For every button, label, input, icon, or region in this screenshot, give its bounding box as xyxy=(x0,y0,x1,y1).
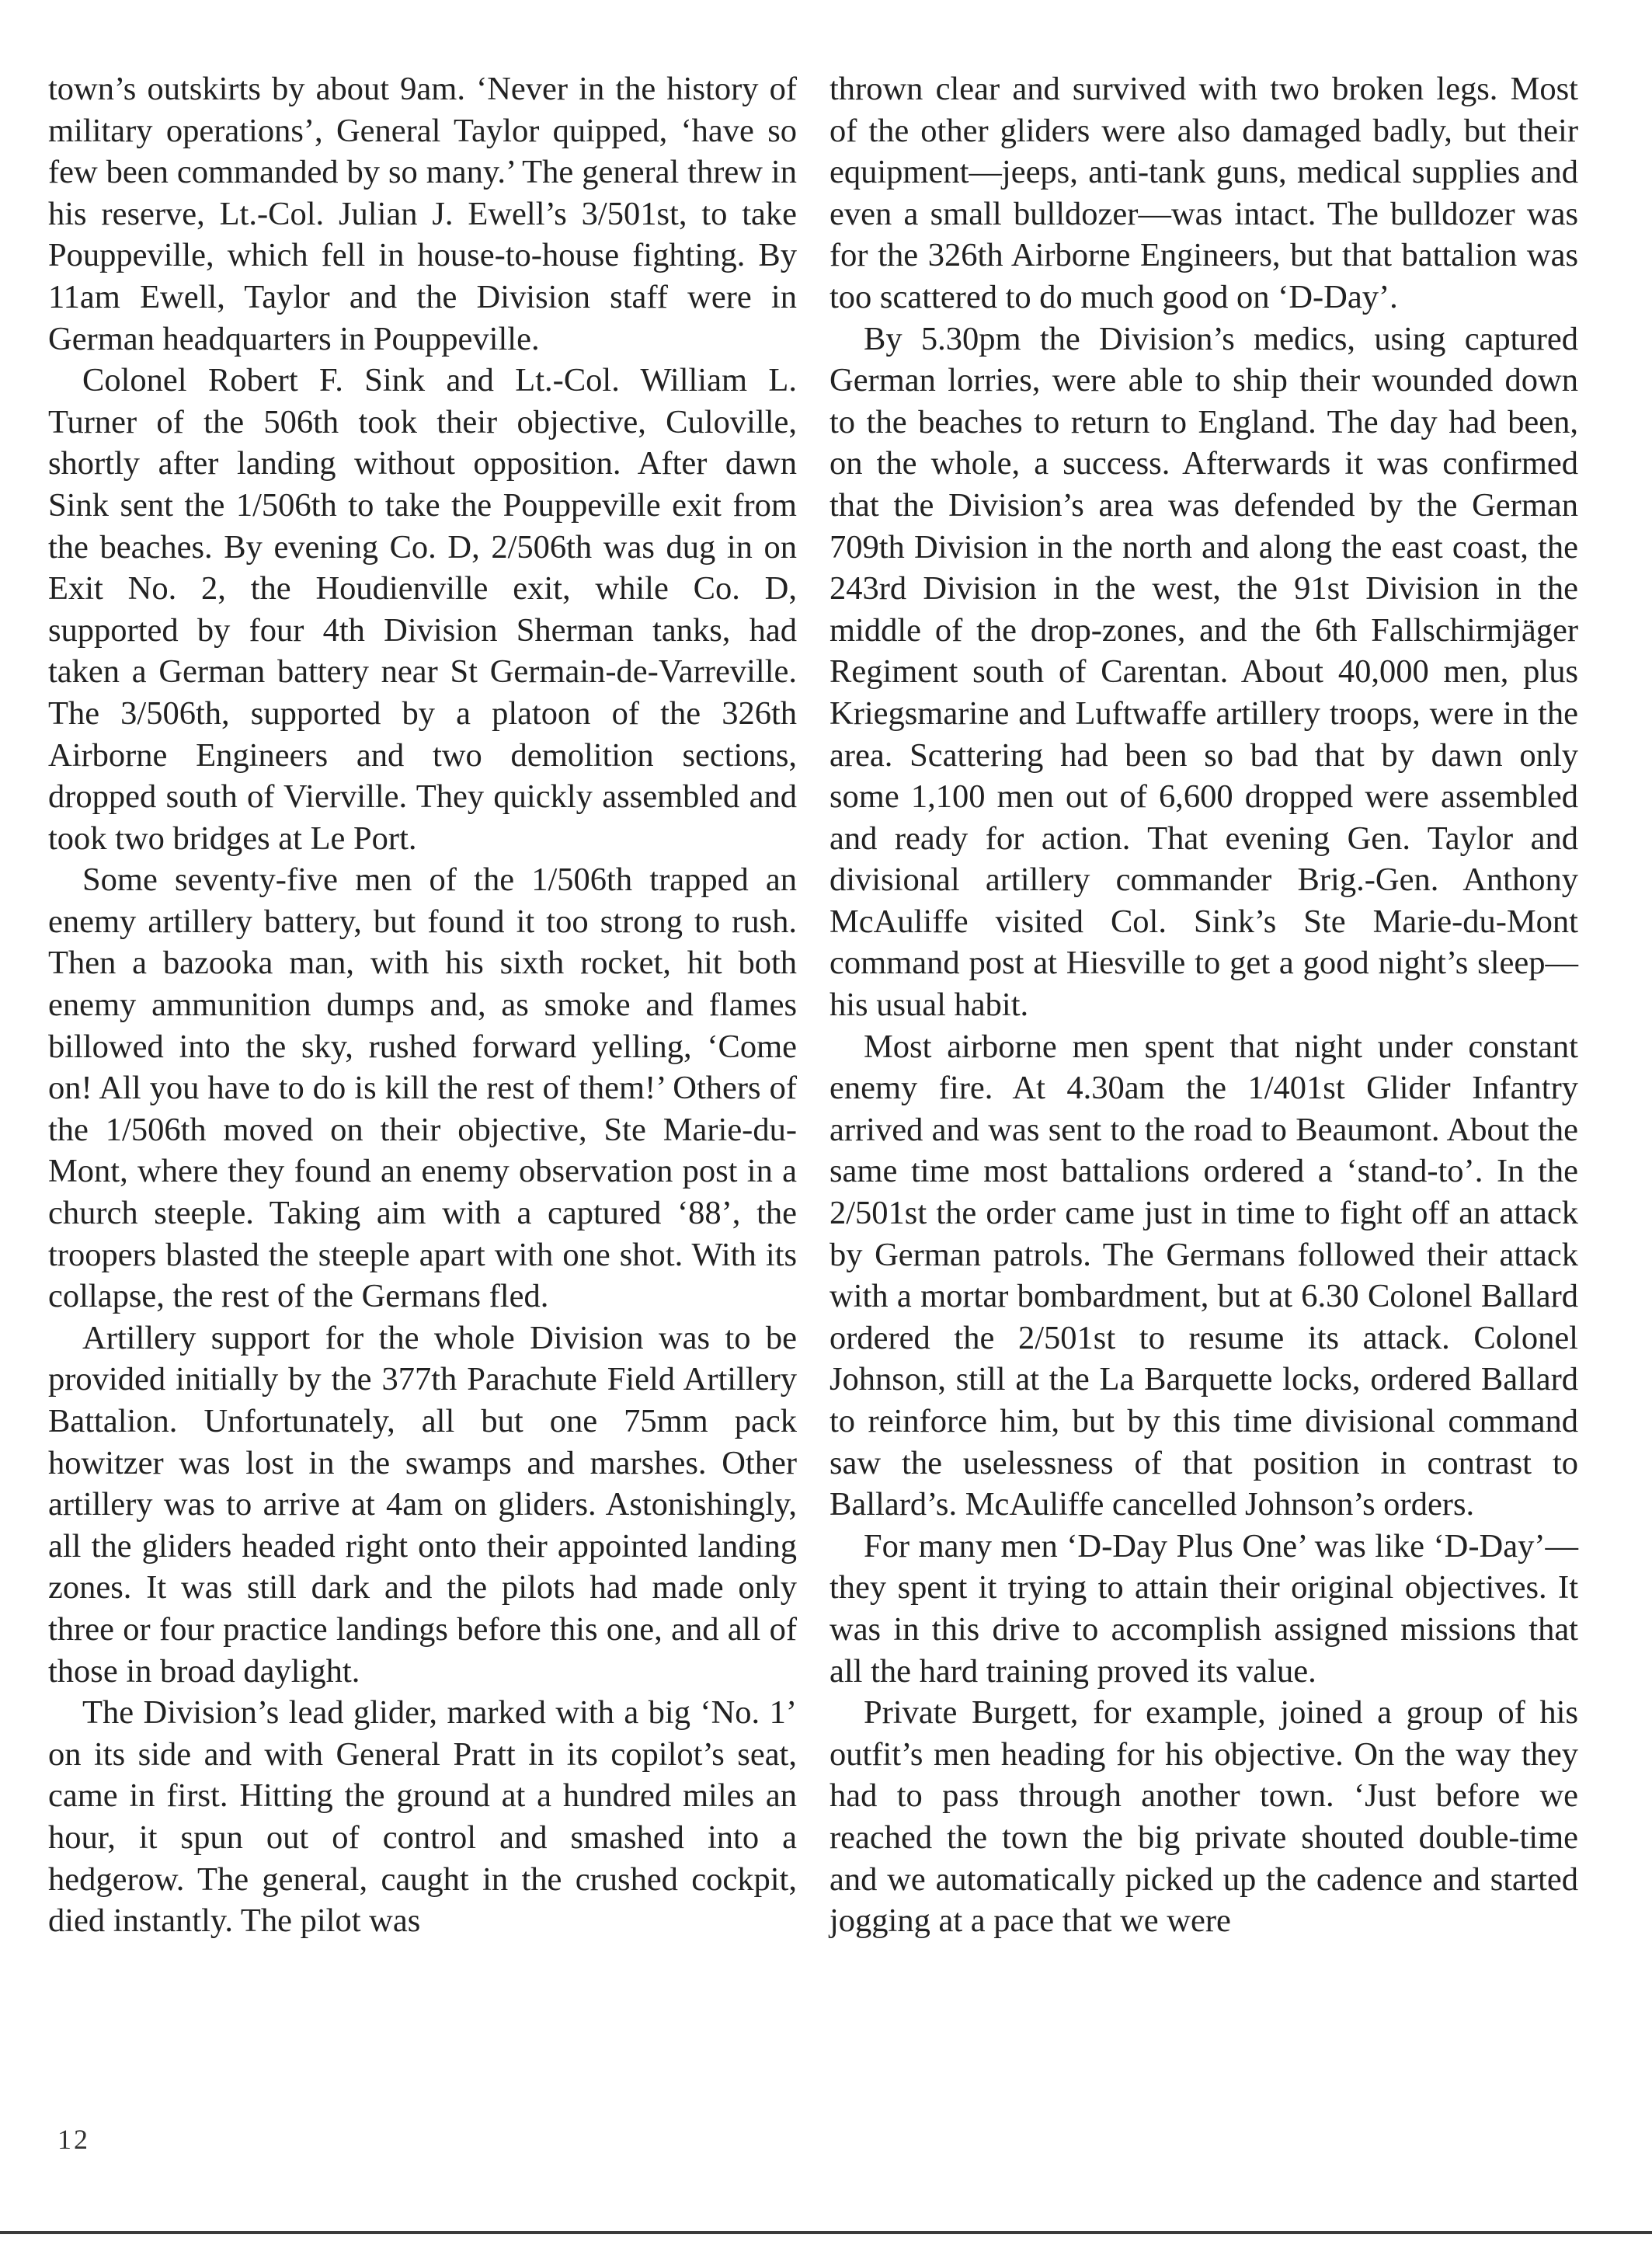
paragraph: The Division’s lead glider, marked with a big ‘No. 1’ on its side and with General Pratt in its copilot’s seat, came in first. Hitting the ground at a hundred miles an hour, it spun out of control and smashed into a hedgerow. The general, caught in the crushed cockpit, died instantly. The pilot was xyxy=(48,1694,797,1940)
page-number: 12 xyxy=(57,2124,90,2155)
paragraph: Private Burgett, for example, joined a group of his outfit’s men heading for his objective. On the way they had to pass through another town. ‘Just before we reached the town the big private shouted double-time and we automatically picked up the cadence and started jogging at a pace that we were xyxy=(829,1694,1578,1940)
paragraph: By 5.30pm the Division’s medics, using captured German lorries, were able to ship their wounded down to the beaches to return to England. The day had been, on the whole, a success. Afterwards it was confirmed that the Division’s area was defended by the German 709th Division in the north and along the east coast, the 243rd Division in the west, the 91st Division in the middle of the drop-zones, and the 6th Fallschirmjäger Regiment south of Carentan. About 40,000 men, plus Kriegsmarine and Luftwaffe artillery troops, were in the area. Scattering had been so bad that by dawn only some 1,100 men out of 6,600 dropped were assembled and ready for action. That evening Gen. Taylor and divisional artillery commander Brig.-Gen. Anthony McAuliffe visited Col. Sink’s Ste Marie-du-Mont command post at Hiesville to get a good night’s sleep—his usual habit. xyxy=(829,320,1578,1024)
bottom-divider xyxy=(0,2231,1652,2234)
paragraph: town’s outskirts by about 9am. ‘Never in the history of military operations’, General Taylor quipped, ‘have so few been commanded by so many.’ The general threw in his reserve, Lt.-Col. Julian J. Ewell’s 3/501st, to take Pouppeville, which fell in house-to-house fighting. By 11am Ewell, Taylor and the Division staff were in German headquarters in Pouppeville. xyxy=(48,71,797,357)
left-text-column xyxy=(48,68,797,1942)
paragraph: Most airborne men spent that night under constant enemy fire. At 4.30am the 1/401st Glider Infantry arrived and was sent to the road to Beaumont. About the same time most battalions ordered a ‘stand-to’. In the 2/501st the order came just in time to fight off an attack by German patrols. The Germans followed their attack with a mortar bombardment, but at 6.30 Colonel Ballard ordered the 2/501st to resume its attack. Colonel Johnson, still at the La Barquette locks, ordered Ballard to reinforce him, but by this time divisional command saw the uselessness of that position in contrast to Ballard’s. McAuliffe cancelled Johnson’s orders. xyxy=(829,1028,1578,1523)
paragraph: Some seventy-five men of the 1/506th trapped an enemy artillery battery, but found it too strong to rush. Then a bazooka man, with his sixth rocket, hit both enemy ammunition dumps and, as smoke and flames billowed into the sky, rushed forward yelling, ‘Come on! All you have to do is kill the rest of them!’ Others of the 1/506th moved on their objective, Ste Marie-du-Mont, where they found an enemy observation post in a church steeple. Taking aim with a captured ‘88’, the troopers blasted the steeple apart with one shot. With its collapse, the rest of the Germans fled. xyxy=(48,861,797,1315)
right-text-column xyxy=(829,68,1578,1942)
paragraph: For many men ‘D-Day Plus One’ was like ‘D-Day’—they spent it trying to attain their original objectives. It was in this drive to accomplish assigned missions that all the hard training proved its value. xyxy=(829,1527,1578,1690)
paragraph: thrown clear and survived with two broken legs. Most of the other gliders were also damaged badly, but their equipment—jeeps, anti-tank guns, medical supplies and even a small bulldozer—was intact. The bulldozer was for the 326th Airborne Engineers, but that battalion was too scattered to do much good on ‘D-Day’. xyxy=(829,71,1578,315)
paragraph: Artillery support for the whole Division was to be provided initially by the 377th Parachute Field Artillery Battalion. Unfortunately, all but one 75mm pack howitzer was lost in the swamps and marshes. Other artillery was to arrive at 4am on gliders. Astonishingly, all the gliders headed right onto their appointed landing zones. It was still dark and the pilots had made only three or four practice landings before this one, and all of those in broad daylight. xyxy=(48,1319,797,1690)
paragraph: Colonel Robert F. Sink and Lt.-Col. William L. Turner of the 506th took their objective, Culoville, shortly after landing without opposition. After dawn Sink sent the 1/506th to take the Pouppeville exit from the beaches. By evening Co. D, 2/506th was dug in on Exit No. 2, the Houdienville exit, while Co. D, supported by four 4th Division Sherman tanks, had taken a German battery near St Germain-de-Varreville. The 3/506th, supported by a platoon of the 326th Airborne Engineers and two demolition sections, dropped south of Vierville. They quickly assembled and took two bridges at Le Port. xyxy=(48,362,797,857)
